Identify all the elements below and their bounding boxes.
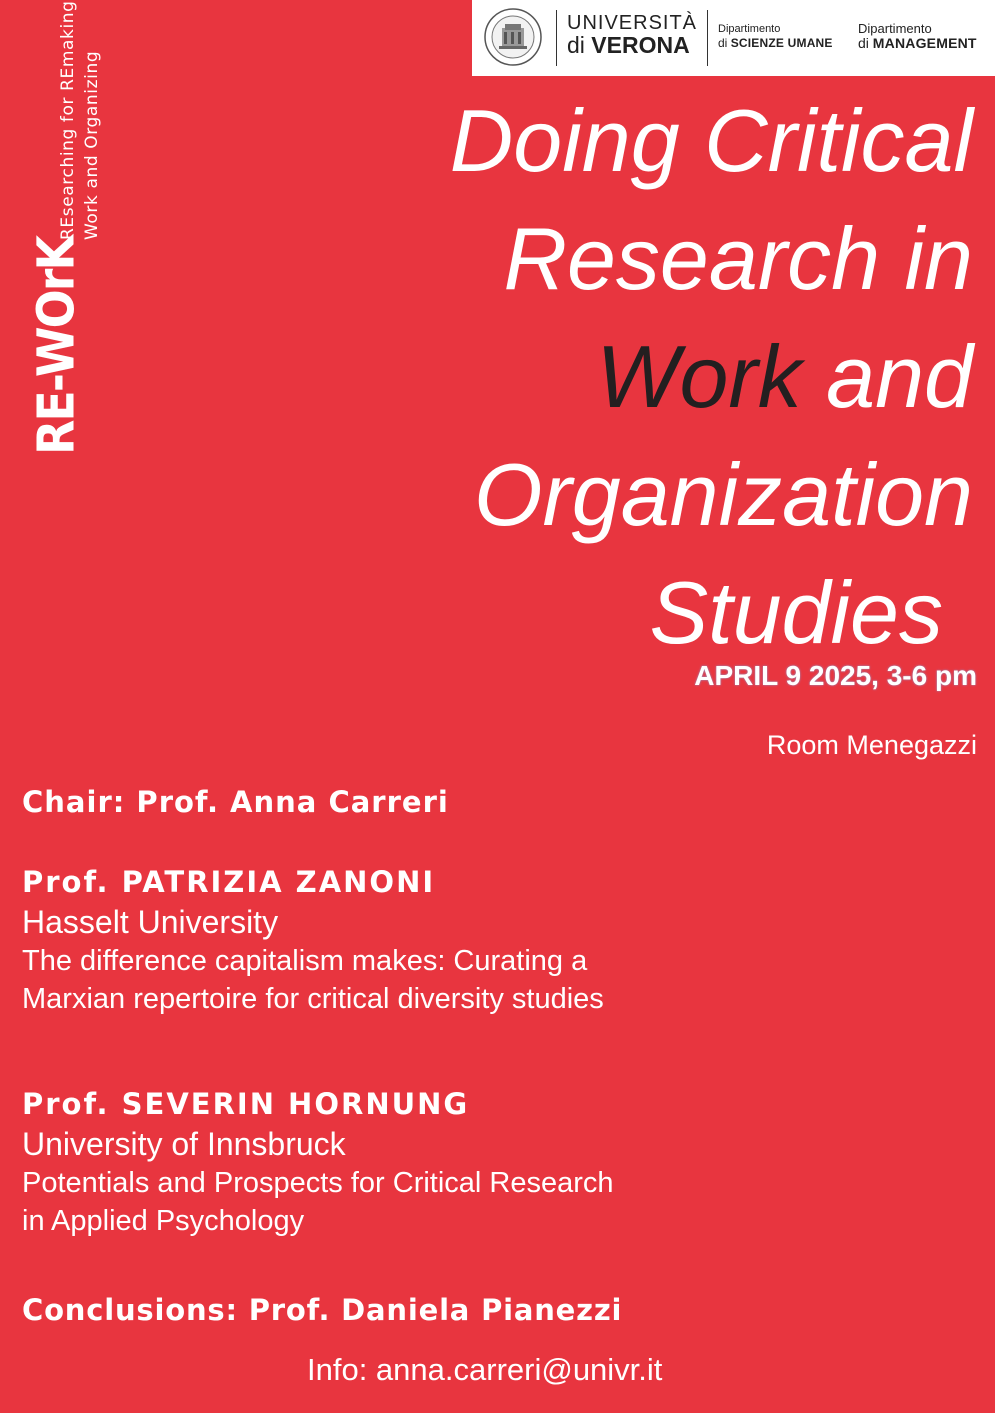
university-prefix: di	[567, 32, 592, 58]
chair-line: Chair: Prof. Anna Carreri	[22, 785, 449, 819]
contact-info: Info: anna.carreri@univr.it	[307, 1352, 663, 1387]
university-city: VERONA	[591, 32, 690, 58]
talk-title: Marxian repertoire for critical diversity studies	[22, 983, 604, 1015]
event-date: APRIL 9 2025, 3-6 pm	[694, 660, 977, 691]
department-label: Dipartimento	[858, 21, 932, 36]
department-title: MANAGEMENT	[872, 35, 977, 51]
event-room: Room Menegazzi	[766, 730, 977, 760]
title-line: Doing Critical	[449, 91, 973, 190]
university-name	[567, 12, 697, 56]
tagline-line1: REsearching for REmaking	[58, 0, 78, 240]
logo-divider	[707, 10, 708, 66]
rework-side-logo	[20, 0, 100, 470]
university-line2	[567, 34, 697, 56]
speaker-name: Prof. SEVERIN HORNUNG	[22, 1087, 470, 1121]
talk-title: in Applied Psychology	[22, 1205, 305, 1237]
department-human-sciences	[718, 22, 833, 50]
title-line-rest: and	[801, 327, 973, 426]
rework-tagline	[56, 0, 104, 240]
department-prefix: di	[858, 35, 873, 51]
title-highlight: Work	[596, 327, 802, 426]
department-prefix: di	[718, 36, 731, 50]
university-seal-icon	[484, 8, 542, 66]
tagline-line2: Work and Organizing	[82, 50, 102, 240]
title-line: Studies	[649, 563, 943, 662]
department-label: Dipartimento	[718, 23, 781, 35]
speaker-block	[22, 862, 782, 1018]
talk-title: The difference capitalism makes: Curating a	[22, 945, 588, 977]
title-line	[273, 318, 973, 436]
logo-band	[472, 0, 995, 76]
logo-divider	[556, 10, 557, 66]
title-line: Research in	[503, 209, 973, 308]
speaker-block	[22, 1084, 782, 1240]
event-title	[273, 82, 973, 672]
speaker-affiliation: Hasselt University	[22, 904, 279, 940]
talk-title: Potentials and Prospects for Critical Research	[22, 1167, 614, 1199]
rework-logo: RE-WOrK	[26, 236, 86, 455]
conclusions-line: Conclusions: Prof. Daniela Pianezzi	[22, 1293, 623, 1327]
title-line: Organization	[474, 445, 973, 544]
department-name	[858, 36, 977, 50]
speaker-name: Prof. PATRIZIA ZANONI	[22, 865, 436, 899]
university-line1: UNIVERSITÀ	[567, 12, 698, 34]
department-name	[718, 36, 833, 50]
department-title: SCIENZE UMANE	[730, 36, 833, 50]
speaker-affiliation: University of Innsbruck	[22, 1126, 346, 1162]
department-management	[858, 22, 977, 50]
